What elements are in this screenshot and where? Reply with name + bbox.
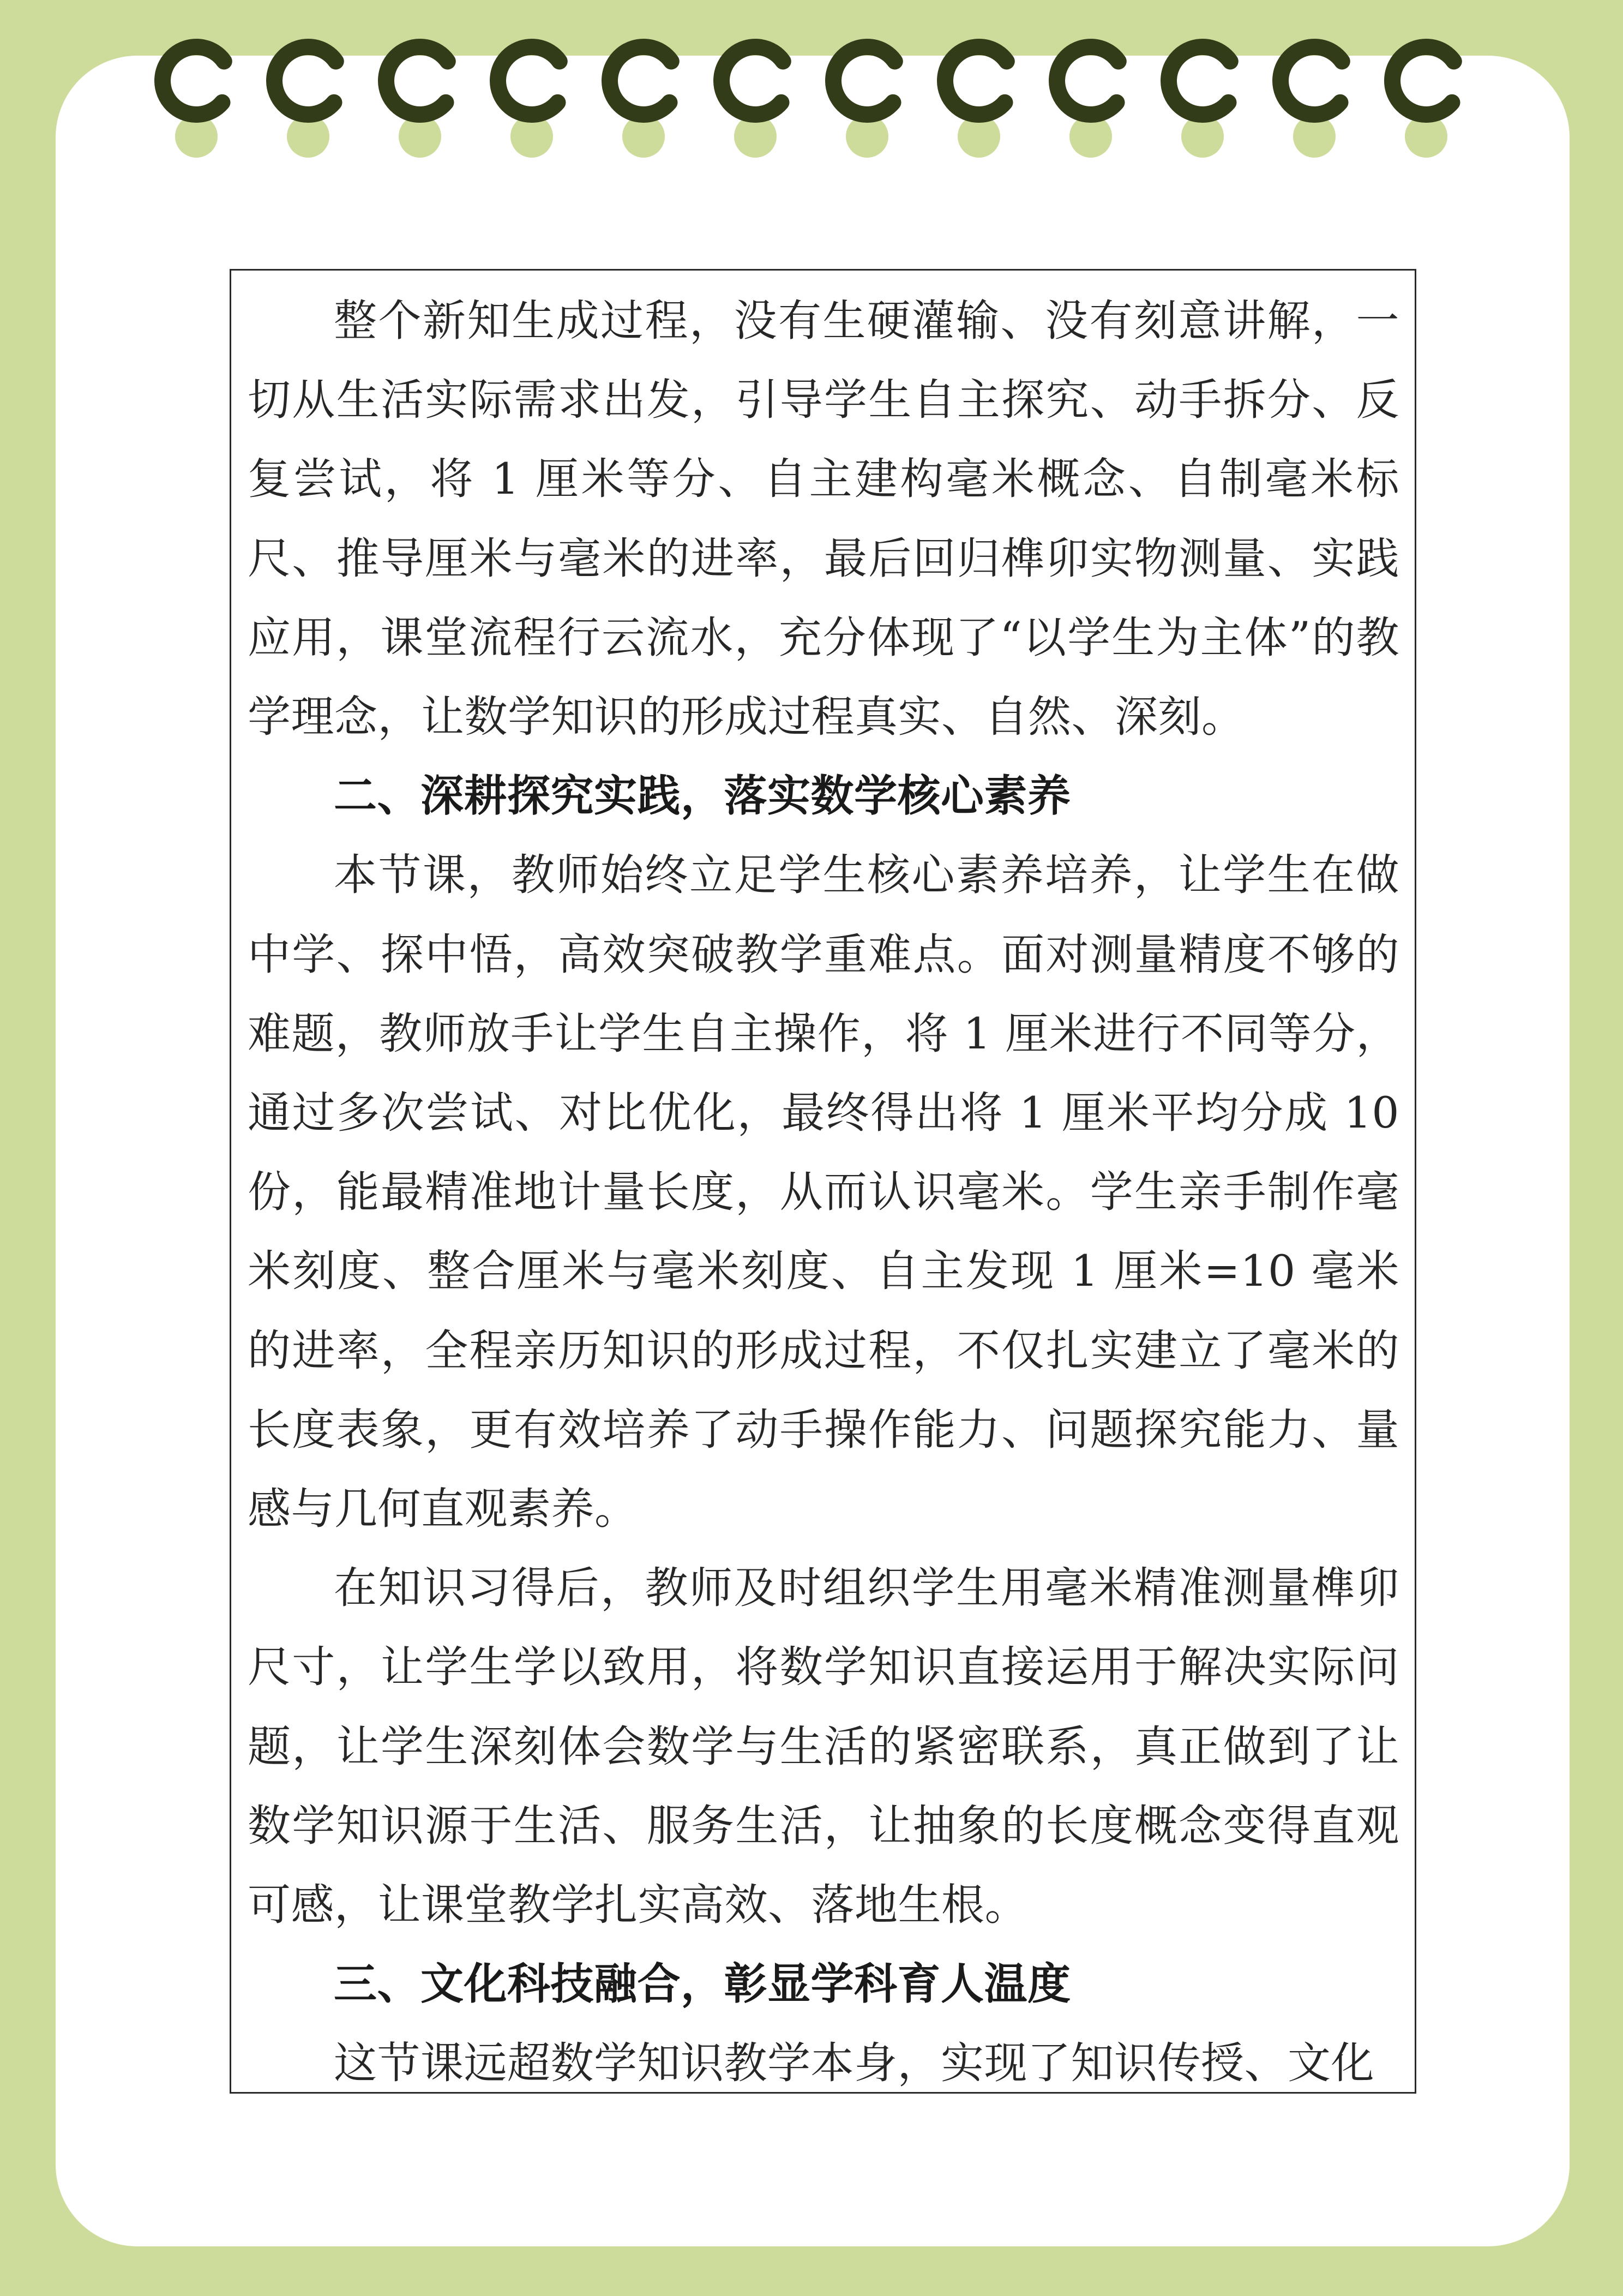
body-paragraph: 本节课，教师始终立足学生核心素养培养，让学生在做中学、探中悟，高效突破教学重难点。面对测量精度不够的难题，教师放手让学生自主操作，将 1 厘米进行不同等分，通过多次尝试、对比优化，最终得出将 1 厘米平均分成 10 份，能最精准地计量长度，从而认识毫米。学生亲手制作毫米刻度、整合厘米与毫米刻度、自主发现 1 厘米=10 毫米的进率，全程亲历知识的形成过程，不仅扎实建立了毫米的长度表象，更有效培养了动手操作能力、问题探究能力、量感与几何直观素养。 [248,850,1399,1534]
body-paragraph: 整个新知生成过程，没有生硬灌输、没有刻意讲解，一切从生活实际需求出发，引导学生自主探究、动手拆分、反复尝试，将 1 厘米等分、自主建构毫米概念、自制毫米标尺、推导厘米与毫米的进率，最后回归榫卯实物测量、实践应用，课堂流程行云流水，充分体现了“以学生为主体”的教学理念，让数学知识的形成过程真实、自然、深刻。 [248,296,1399,742]
binding-ring [498,47,560,115]
section-heading: 二、深耕探究实践，落实数学核心素养 [334,771,1071,822]
binding-rings [0,0,1623,175]
binding-ring [1392,47,1454,115]
article-text-box [230,269,1416,2094]
binding-ring [274,47,336,115]
binding-ring [386,47,448,115]
binding-ring [945,47,1007,115]
binding-ring [722,47,783,115]
binding-ring [1169,47,1230,115]
body-paragraph: 这节课远超数学知识教学本身，实现了知识传授、文化 [334,2038,1374,2089]
binding-ring [163,47,224,115]
binding-ring [833,47,895,115]
binding-ring [610,47,671,115]
body-paragraph: 在知识习得后，教师及时组织学生用毫米精准测量榫卯尺寸，让学生学以致用，将数学知识直接运用于解决实际问题，让学生深刻体会数学与生活的紧密联系，真正做到了让数学知识源于生活、服务生活，让抽象的长度概念变得直观可感，让课堂教学扎实高效、落地生根。 [248,1563,1399,1931]
section-heading: 三、文化科技融合，彰显学科育人温度 [334,1959,1071,2010]
binding-ring [1281,47,1342,115]
binding-ring [1057,47,1119,115]
